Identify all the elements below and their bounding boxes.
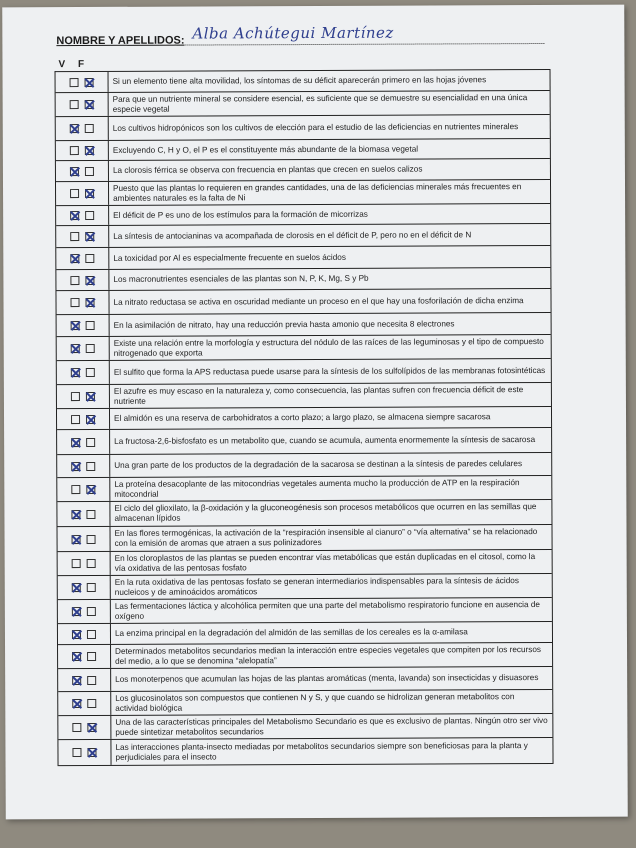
question-text: Existe una relación entre la morfología y estructura del nódulo de las raíces de las leguminosas y el tipo de compuesto nitrogenado que exporta <box>113 336 544 358</box>
false-column-header: F <box>77 59 85 71</box>
answer-checkboxes <box>58 576 111 599</box>
false-checkbox[interactable] <box>87 723 96 732</box>
false-checkbox[interactable] <box>85 211 94 220</box>
question-text: La toxicidad por Al es especialmente frecuente en suelos ácidos <box>113 252 346 263</box>
false-checkbox[interactable] <box>87 675 96 684</box>
question-text: El almidón es una reserva de carbohidratos a corto plazo; a largo plazo, se almacena siempre sacarosa <box>114 412 491 424</box>
false-checkbox[interactable] <box>86 321 95 330</box>
answer-checkboxes <box>57 502 110 526</box>
true-checkbox[interactable] <box>72 559 81 568</box>
question-row <box>56 204 550 226</box>
question-row <box>57 383 551 409</box>
answer-checkboxes <box>56 291 109 314</box>
question-text: El azufre es muy escaso en la naturaleza y, como consecuencia, las plantas sufren con frecuencia déficit de este nutriente <box>113 384 524 406</box>
false-checkbox[interactable] <box>85 146 94 155</box>
answer-checkboxes <box>57 455 110 477</box>
question-text: Una de las características principales del Metabolismo Secundario es que es exclusivo de plantas. Ningún otro ser vivo puede sintetizar metabolitos secundarios <box>115 715 548 737</box>
question-row <box>56 246 550 270</box>
question-text: En los cloroplastos de las plantas se pueden encontrar vías metabólicas que están duplicadas en el citosol, como la vía oxidativa de las pentosas fosfato <box>114 551 536 573</box>
answer-checkboxes <box>56 161 109 181</box>
question-row <box>56 268 550 291</box>
answer-checkboxes <box>57 315 110 336</box>
answer-checkboxes <box>58 669 111 691</box>
false-checkbox[interactable] <box>86 509 95 518</box>
question-text: El ciclo del glioxilato, la β-oxidación y la gluconeogénesis son procesos metabólicos que ocurren en las semillas que almacenan lípidos <box>114 502 537 523</box>
question-row <box>58 598 552 624</box>
question-row <box>57 359 551 385</box>
false-checkbox[interactable] <box>87 534 96 543</box>
true-checkbox[interactable] <box>70 232 79 241</box>
false-checkbox[interactable] <box>85 189 94 198</box>
true-checkbox[interactable] <box>71 415 80 424</box>
answer-checkboxes <box>57 337 110 360</box>
question-row <box>58 690 552 716</box>
true-checkbox[interactable] <box>72 535 81 544</box>
question-row <box>56 224 550 248</box>
question-row <box>58 667 552 692</box>
answer-checkboxes <box>56 93 109 116</box>
question-text: Las fermentaciones láctica y alcohólica permiten que una parte del metabolismo respiratorio funcione en ausencia de oxígeno <box>114 599 540 621</box>
true-checkbox[interactable] <box>72 699 81 708</box>
true-checkbox[interactable] <box>71 485 80 494</box>
answer-checkboxes <box>58 716 111 739</box>
question-text: Determinados metabolitos secundarios median la interacción entre especies vegetales que compiten por los recursos del medio, a lo que se denomina “alelopatía” <box>115 644 542 666</box>
true-checkbox[interactable] <box>71 392 80 401</box>
question-text: Una gran parte de los productos de la degradación de la sacarosa se destinan a la síntesis de paredes celulares <box>114 459 523 471</box>
question-text: En la ruta oxidativa de las pentosas fosfato se generan intermediarios indispensables para la síntesis de ácidos nucleicos y de aminoácidos aromáticos <box>114 576 519 597</box>
answer-checkboxes <box>57 361 110 384</box>
true-checkbox[interactable] <box>71 298 80 307</box>
question-text: Excluyendo C, H y O, el P es el constituyente más abundante de la biomasa vegetal <box>112 144 419 155</box>
question-text: Las interacciones planta-insecto mediadas por metabolitos secundarios siempre son beneficiosas para la planta y perjudiciales para el insecto <box>115 740 528 762</box>
answer-checkboxes <box>57 385 110 408</box>
answer-checkboxes <box>57 409 110 429</box>
true-checkbox[interactable] <box>70 167 79 176</box>
true-checkbox[interactable] <box>72 630 81 639</box>
false-checkbox[interactable] <box>85 275 94 284</box>
true-checkbox[interactable] <box>71 344 80 353</box>
true-checkbox[interactable] <box>72 723 81 732</box>
false-checkbox[interactable] <box>87 607 96 616</box>
false-checkbox[interactable] <box>86 414 95 423</box>
true-checkbox[interactable] <box>71 438 80 447</box>
handwritten-name: Alba Achútegui Martínez <box>192 23 394 43</box>
question-text: La proteína desacoplante de las mitocondrias vegetales aumenta mucho la producción de ATP en la respiración mitocondrial <box>114 478 520 499</box>
true-checkbox[interactable] <box>70 100 79 109</box>
column-headers <box>58 59 94 70</box>
false-checkbox[interactable] <box>87 629 96 638</box>
false-checkbox[interactable] <box>85 166 94 175</box>
question-row <box>56 91 550 117</box>
false-checkbox[interactable] <box>86 461 95 470</box>
question-row <box>58 574 552 600</box>
question-row <box>57 453 551 478</box>
question-text: Puesto que las plantas lo requieren en grandes cantidades, una de las deficiencias minerales más frecuentes en ambientes naturales es la falta de Ni <box>113 182 522 203</box>
false-checkbox[interactable] <box>87 652 96 661</box>
true-checkbox[interactable] <box>71 321 80 330</box>
name-header <box>56 25 546 47</box>
false-checkbox[interactable] <box>86 485 95 494</box>
false-checkbox[interactable] <box>85 100 94 109</box>
false-checkbox[interactable] <box>85 254 94 263</box>
question-row <box>56 115 550 141</box>
question-text: La fructosa-2,6-bisfosfato es un metabolito que, cuando se acumula, aumenta enormemente la síntesis de sacarosa <box>114 435 536 447</box>
question-row <box>58 622 552 645</box>
question-row <box>56 180 550 206</box>
answer-checkboxes <box>58 740 111 765</box>
question-text: Los monoterpenos que acumulan las hojas de las plantas aromáticas (menta, lavanda) son insecticidas y disuasores <box>115 673 539 685</box>
true-checkbox[interactable] <box>70 254 79 263</box>
true-checkbox[interactable] <box>71 462 80 471</box>
true-checkbox[interactable] <box>70 211 79 220</box>
answer-checkboxes <box>56 117 109 140</box>
question-row <box>56 139 550 161</box>
false-checkbox[interactable] <box>85 124 94 133</box>
question-text: Si un elemento tiene alta movilidad, los síntomas de su déficit aparecerán primero en las hojas jóvenes <box>112 75 487 87</box>
question-row <box>56 70 550 93</box>
question-text: La nitrato reductasa se activa en oscuridad mediante un proceso en el que hay una fosforilación de dicha enzima <box>113 295 524 307</box>
question-row <box>57 525 551 552</box>
answer-checkboxes <box>58 692 111 715</box>
question-table <box>55 69 554 766</box>
false-checkbox[interactable] <box>87 699 96 708</box>
false-checkbox[interactable] <box>87 559 96 568</box>
question-text: Los cultivos hidropónicos son los cultivos de elección para el estudio de las deficiencias en nutrientes minerales <box>112 121 519 133</box>
answer-checkboxes <box>56 206 109 225</box>
true-checkbox[interactable] <box>70 189 79 198</box>
name-label: NOMBRE Y APELLIDOS: <box>56 34 185 48</box>
question-text: La enzima principal en la degradación del almidón de las semillas de los cereales es la α-amilasa <box>114 627 468 639</box>
answer-checkboxes <box>56 248 109 269</box>
question-text: La clorosis férrica se observa con frecuencia en plantas que crecen en suelos calizos <box>112 164 423 176</box>
question-row <box>58 714 552 740</box>
question-row <box>57 428 551 455</box>
false-checkbox[interactable] <box>86 368 95 377</box>
true-checkbox[interactable] <box>70 124 79 133</box>
false-checkbox[interactable] <box>87 583 96 592</box>
answer-checkboxes <box>56 72 109 92</box>
answer-checkboxes <box>56 226 109 247</box>
question-text: En la asimilación de nitrato, hay una reducción previa hasta amonio que necesita 8 electrones <box>113 319 455 330</box>
false-checkbox[interactable] <box>87 748 96 757</box>
answer-checkboxes <box>57 478 110 501</box>
false-checkbox[interactable] <box>86 344 95 353</box>
true-checkbox[interactable] <box>72 583 81 592</box>
true-checkbox[interactable] <box>71 510 80 519</box>
question-row <box>57 500 551 527</box>
question-text: El sulfito que forma la APS reductasa puede usarse para la síntesis de los sulfolípidos de las membranas fotosintéticas <box>113 365 546 377</box>
question-text: La síntesis de antocianinas va acompañada de clorosis en el déficit de P, pero no en el déficit de N <box>113 230 472 241</box>
question-text: En las flores termogénicas, la activación de la “respiración insensible al cianuro” o “vía alternativa” se ha relacionado con la emisión de aromas que atraen a sus polinizadores <box>114 527 538 548</box>
false-checkbox[interactable] <box>85 77 94 86</box>
false-checkbox[interactable] <box>86 392 95 401</box>
answer-checkboxes <box>58 645 111 668</box>
false-checkbox[interactable] <box>86 298 95 307</box>
answer-checkboxes <box>56 141 109 160</box>
true-checkbox[interactable] <box>71 368 80 377</box>
question-row <box>57 335 551 361</box>
answer-checkboxes <box>58 552 111 575</box>
answer-checkboxes <box>56 182 109 205</box>
true-checkbox[interactable] <box>72 748 81 757</box>
question-row <box>57 407 551 430</box>
question-row <box>56 159 550 182</box>
question-row <box>58 738 552 766</box>
answer-checkboxes <box>57 430 110 454</box>
question-row <box>58 550 552 576</box>
question-text: Los glucosinolatos son compuestos que contienen N y S, y que cuando se hidrolizan generan metabolitos con actividad biológica <box>115 692 515 713</box>
question-row <box>57 476 551 502</box>
true-checkbox[interactable] <box>72 652 81 661</box>
answer-checkboxes <box>58 624 111 644</box>
true-checkbox[interactable] <box>72 676 81 685</box>
question-text: Los macronutrientes esenciales de las plantas son N, P, K, Mg, S y Pb <box>113 273 369 285</box>
question-text: El déficit de P es uno de los estímulos para la formación de micorrizas <box>113 209 368 220</box>
false-checkbox[interactable] <box>85 232 94 241</box>
question-row <box>56 289 550 315</box>
answer-sheet <box>2 5 628 820</box>
question-row <box>58 643 552 669</box>
true-checkbox[interactable] <box>72 607 81 616</box>
true-checkbox[interactable] <box>70 78 79 87</box>
answer-checkboxes <box>57 527 110 551</box>
true-column-header: V <box>58 59 66 71</box>
question-text: Para que un nutriente mineral se considere esencial, es suficiente que se demuestre su esencialidad en una única especie vegetal <box>112 92 528 114</box>
question-row <box>57 313 551 337</box>
true-checkbox[interactable] <box>70 146 79 155</box>
answer-checkboxes <box>56 270 109 290</box>
answer-checkboxes <box>58 600 111 623</box>
false-checkbox[interactable] <box>86 437 95 446</box>
true-checkbox[interactable] <box>70 276 79 285</box>
